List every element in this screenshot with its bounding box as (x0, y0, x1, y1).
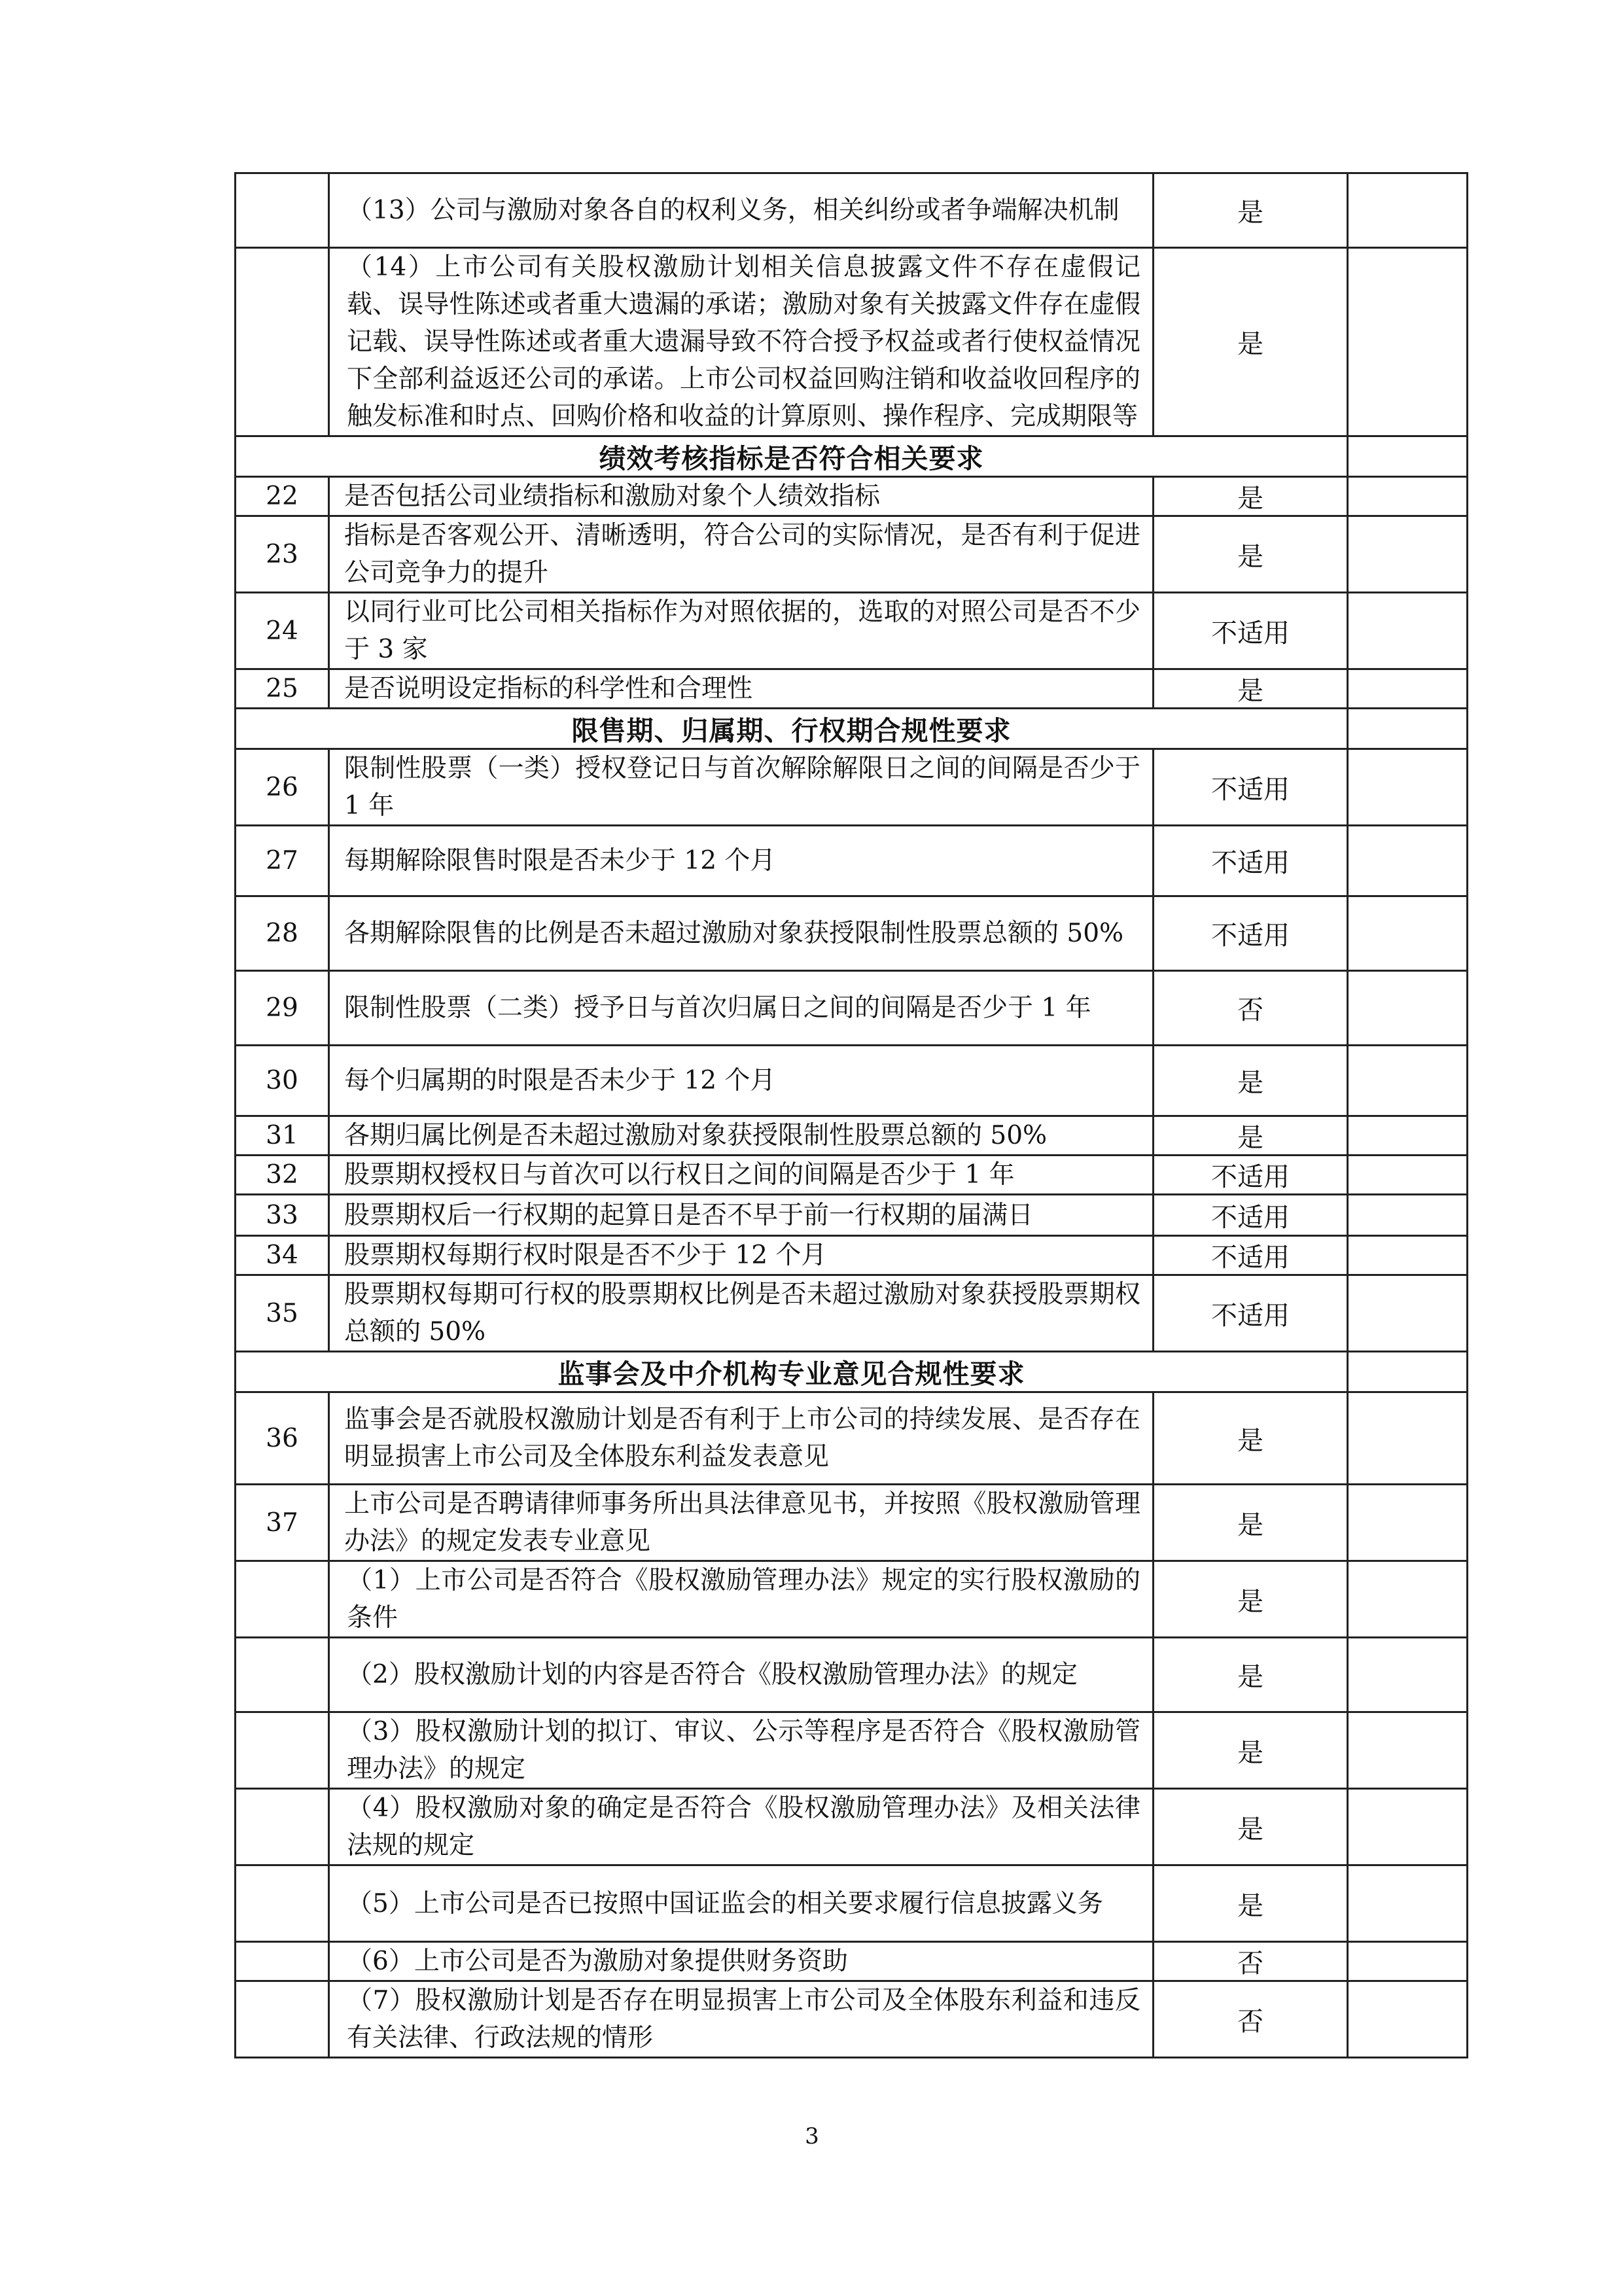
check-item-text: 是否包括公司业绩指标和激励对象个人绩效指标 (329, 477, 1154, 516)
compliance-answer: 不适用 (1154, 1275, 1348, 1352)
compliance-answer: 是 (1154, 173, 1348, 248)
check-item-text: 各期解除限售的比例是否未超过激励对象获授限制性股票总额的 50% (329, 896, 1154, 971)
item-number: 27 (236, 826, 329, 896)
remarks-cell (1348, 477, 1468, 516)
check-item-text: 股票期权授权日与首次可以行权日之间的间隔是否少于 1 年 (329, 1156, 1154, 1195)
compliance-answer: 是 (1154, 1789, 1348, 1865)
page-number: 3 (805, 2123, 819, 2149)
item-number: 35 (236, 1275, 329, 1352)
compliance-answer: 不适用 (1154, 1236, 1348, 1275)
item-number: 30 (236, 1046, 329, 1116)
compliance-answer: 是 (1154, 1561, 1348, 1638)
compliance-answer: 否 (1154, 971, 1348, 1046)
item-number: 34 (236, 1236, 329, 1275)
check-item-text: 指标是否客观公开、清晰透明，符合公司的实际情况，是否有利于促进公司竞争力的提升 (329, 516, 1154, 593)
item-number: 26 (236, 749, 329, 826)
check-item-text: 限制性股票（二类）授予日与首次归属日之间的间隔是否少于 1 年 (329, 971, 1154, 1046)
compliance-answer: 否 (1154, 1981, 1348, 2058)
check-item-text: 上市公司是否聘请律师事务所出具法律意见书，并按照《股权激励管理办法》的规定发表专业意见 (329, 1485, 1154, 1561)
remarks-cell (1348, 1046, 1468, 1116)
compliance-answer: 不适用 (1154, 826, 1348, 896)
item-number (236, 1561, 329, 1638)
check-item-text: 每个归属期的时限是否未少于 12 个月 (329, 1046, 1154, 1116)
compliance-answer: 是 (1154, 248, 1348, 436)
table-row (236, 1561, 1468, 1638)
section-title: 绩效考核指标是否符合相关要求 (236, 436, 1348, 477)
compliance-answer: 是 (1154, 1046, 1348, 1116)
remarks-cell (1348, 1865, 1468, 1942)
remarks-cell (1348, 826, 1468, 896)
check-item-text: （4）股权激励对象的确定是否符合《股权激励管理办法》及相关法律法规的规定 (329, 1789, 1154, 1865)
compliance-answer: 是 (1154, 1392, 1348, 1485)
check-item-text: 各期归属比例是否未超过激励对象获授限制性股票总额的 50% (329, 1116, 1154, 1156)
check-item-text: 股票期权每期可行权的股票期权比例是否未超过激励对象获授股票期权总额的 50% (329, 1275, 1154, 1352)
table-row (236, 1485, 1468, 1561)
item-number: 24 (236, 593, 329, 669)
table-row (236, 1236, 1468, 1275)
item-number (236, 1942, 329, 1981)
table-row (236, 1156, 1468, 1195)
remarks-cell (1348, 1156, 1468, 1195)
section-title: 限售期、归属期、行权期合规性要求 (236, 709, 1348, 749)
item-number (236, 248, 329, 436)
table-row (236, 1392, 1468, 1485)
compliance-answer: 是 (1154, 1116, 1348, 1156)
remarks-cell (1348, 1195, 1468, 1236)
check-item-text: （5）上市公司是否已按照中国证监会的相关要求履行信息披露义务 (329, 1865, 1154, 1942)
section-header-row (236, 1352, 1468, 1392)
item-number: 29 (236, 971, 329, 1046)
check-item-text: 是否说明设定指标的科学性和合理性 (329, 669, 1154, 709)
remarks-cell (1348, 1116, 1468, 1156)
table-row (236, 749, 1468, 826)
check-item-text: （13）公司与激励对象各自的权利义务，相关纠纷或者争端解决机制 (329, 173, 1154, 248)
table-row (236, 1046, 1468, 1116)
table-row (236, 1981, 1468, 2058)
remarks-cell (1348, 1352, 1468, 1392)
table-row (236, 1789, 1468, 1865)
check-item-text: （1）上市公司是否符合《股权激励管理办法》规定的实行股权激励的条件 (329, 1561, 1154, 1638)
remarks-cell (1348, 1392, 1468, 1485)
table-row (236, 896, 1468, 971)
item-number: 28 (236, 896, 329, 971)
check-item-text: 每期解除限售时限是否未少于 12 个月 (329, 826, 1154, 896)
item-number: 36 (236, 1392, 329, 1485)
compliance-checklist-table (234, 172, 1468, 2058)
item-number: 23 (236, 516, 329, 593)
remarks-cell (1348, 436, 1468, 477)
table-row (236, 593, 1468, 669)
table-row (236, 1275, 1468, 1352)
remarks-cell (1348, 1981, 1468, 2058)
remarks-cell (1348, 516, 1468, 593)
table-row (236, 826, 1468, 896)
table-row (236, 1638, 1468, 1712)
table-row (236, 516, 1468, 593)
compliance-answer: 是 (1154, 477, 1348, 516)
item-number: 22 (236, 477, 329, 516)
check-item-text: （2）股权激励计划的内容是否符合《股权激励管理办法》的规定 (329, 1638, 1154, 1712)
check-item-text: 股票期权每期行权时限是否不少于 12 个月 (329, 1236, 1154, 1275)
table-row (236, 1195, 1468, 1236)
remarks-cell (1348, 709, 1468, 749)
remarks-cell (1348, 896, 1468, 971)
table-row (236, 248, 1468, 436)
compliance-answer: 不适用 (1154, 1195, 1348, 1236)
compliance-answer: 不适用 (1154, 896, 1348, 971)
remarks-cell (1348, 971, 1468, 1046)
item-number: 33 (236, 1195, 329, 1236)
item-number (236, 1789, 329, 1865)
section-title: 监事会及中介机构专业意见合规性要求 (236, 1352, 1348, 1392)
item-number: 25 (236, 669, 329, 709)
check-item-text: 股票期权后一行权期的起算日是否不早于前一行权期的届满日 (329, 1195, 1154, 1236)
compliance-answer: 不适用 (1154, 749, 1348, 826)
table-row (236, 1116, 1468, 1156)
compliance-answer: 是 (1154, 1712, 1348, 1789)
remarks-cell (1348, 1485, 1468, 1561)
remarks-cell (1348, 1712, 1468, 1789)
item-number: 31 (236, 1116, 329, 1156)
compliance-answer: 不适用 (1154, 1156, 1348, 1195)
table-row (236, 669, 1468, 709)
check-item-text: （6）上市公司是否为激励对象提供财务资助 (329, 1942, 1154, 1981)
compliance-answer: 否 (1154, 1942, 1348, 1981)
table-row (236, 1942, 1468, 1981)
item-number (236, 1981, 329, 2058)
item-number: 32 (236, 1156, 329, 1195)
table-row (236, 1712, 1468, 1789)
compliance-answer: 不适用 (1154, 593, 1348, 669)
remarks-cell (1348, 669, 1468, 709)
compliance-answer: 是 (1154, 669, 1348, 709)
item-number (236, 1712, 329, 1789)
remarks-cell (1348, 1275, 1468, 1352)
item-number (236, 1638, 329, 1712)
remarks-cell (1348, 1561, 1468, 1638)
remarks-cell (1348, 1789, 1468, 1865)
remarks-cell (1348, 248, 1468, 436)
table-row (236, 1865, 1468, 1942)
section-header-row (236, 709, 1468, 749)
check-item-text: （14）上市公司有关股权激励计划相关信息披露文件不存在虚假记载、误导性陈述或者重大遗漏的承诺；激励对象有关披露文件存在虚假记载、误导性陈述或者重大遗漏导致不符合授予权益或者行使权益情况下全部利益返还公司的承诺。上市公司权益回购注销和收益收回程序的触发标准和时点、回购价格和收益的计算原则、操作程序、完成期限等 (329, 248, 1154, 436)
remarks-cell (1348, 173, 1468, 248)
item-number (236, 1865, 329, 1942)
check-item-text: 以同行业可比公司相关指标作为对照依据的，选取的对照公司是否不少于 3 家 (329, 593, 1154, 669)
item-number: 37 (236, 1485, 329, 1561)
compliance-answer: 是 (1154, 516, 1348, 593)
check-item-text: 监事会是否就股权激励计划是否有利于上市公司的持续发展、是否存在明显损害上市公司及全体股东利益发表意见 (329, 1392, 1154, 1485)
check-item-text: （7）股权激励计划是否存在明显损害上市公司及全体股东利益和违反有关法律、行政法规的情形 (329, 1981, 1154, 2058)
remarks-cell (1348, 1236, 1468, 1275)
check-item-text: 限制性股票（一类）授权登记日与首次解除解限日之间的间隔是否少于 1 年 (329, 749, 1154, 826)
compliance-answer: 是 (1154, 1865, 1348, 1942)
compliance-answer: 是 (1154, 1485, 1348, 1561)
check-item-text: （3）股权激励计划的拟订、审议、公示等程序是否符合《股权激励管理办法》的规定 (329, 1712, 1154, 1789)
remarks-cell (1348, 1942, 1468, 1981)
compliance-answer: 是 (1154, 1638, 1348, 1712)
table-row (236, 173, 1468, 248)
item-number (236, 173, 329, 248)
remarks-cell (1348, 593, 1468, 669)
table-row (236, 971, 1468, 1046)
remarks-cell (1348, 749, 1468, 826)
table-row (236, 477, 1468, 516)
section-header-row (236, 436, 1468, 477)
remarks-cell (1348, 1638, 1468, 1712)
